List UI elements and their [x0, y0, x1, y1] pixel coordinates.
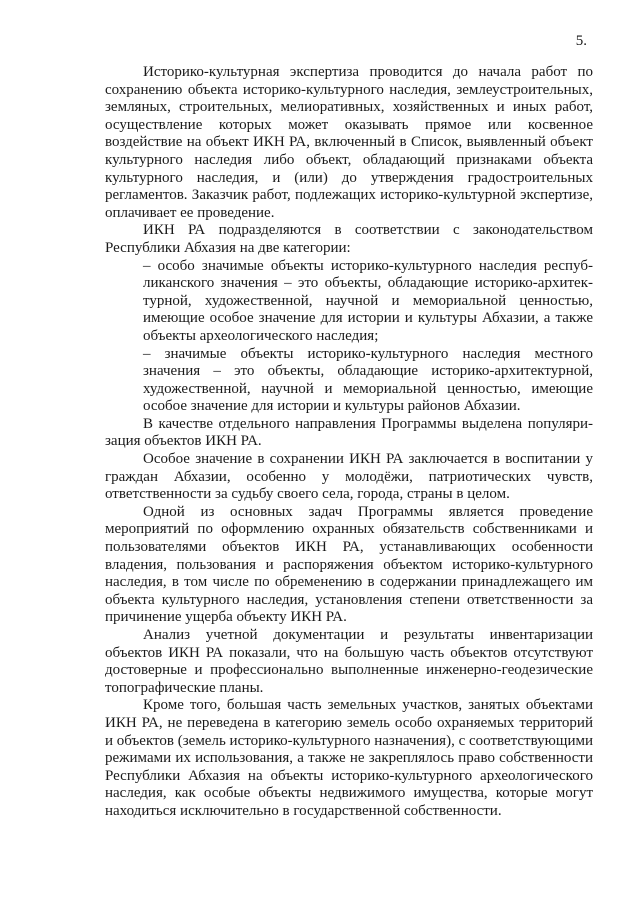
list-item-republican-significance: – особо значимые объекты историко-культурного наследия республиканского значения – это объекты, обладающие историко-архитектурной, художественной, научной и мемориальной ценностью, имеющие особое значение для истории и культуры Абхазии, а также объекты археологического наследия;: [143, 257, 593, 344]
list-item-local-significance: – значимые объекты историко-культурного наследия местного значения – это объекты, обладающие историко-архитектурной, художественной, научной и мемориальной ценностью, имеющие особое значение для истории и культуры районов Абхазии.: [143, 345, 593, 415]
paragraph-protection-obligations: Одной из основных задач Программы является проведение мероприятий по оформлению охранных обязательств собственниками и пользователями объектов ИКН РА, устанавливающих особенности владения, пользования и распоряжения объектом историко-культурного наследия, в том числе по обременению в содержании принадлежащего им объекта культурного наследия, установления степени ответственности за причинение ущерба объекту ИКН РА.: [105, 503, 593, 626]
paragraph-expertise: Историко-культурная экспертиза проводится до начала работ по сохранению объекта историко-культурного наследия, землеустроительных, земляных, строительных, мелиоративных, хозяйственных и иных работ, осуществление которых может оказывать прямое или косвенное воздействие на объект ИКН РА, включенный в Список, выявленный объект культурного наследия либо объект, обладающий признаками объекта культурного наследия, и (или) до утверждения градостроительных регламентов. Заказчик работ, подлежащих историко-культурной экспертизе, оплачивает ее проведение.: [105, 64, 593, 221]
paragraph-land-status: Кроме того, большая часть земельных участков, занятых объектами ИКН РА, не переведена в категорию земель особо охраняемых территорий и объектов (земель историко-культурного назначения), с соответствующими режимами их использования, а также не закреплялось право собственности Республики Абхазия на объекты историко-культурного археологического наследия, как особые объекты недвижимого имущества, которые могут находиться исключительно в государственной собственности.: [105, 697, 593, 819]
paragraph-documentation-analysis: Анализ учетной документации и результаты инвентаризации объектов ИКН РА показали, что на большую часть объектов отсутствуют достоверные и профессионально выполненные инженерно-геодезические топографические планы.: [105, 627, 593, 696]
paragraph-categories-intro: ИКН РА подразделяются в соответствии с законодательством Республики Абхазия на две категории:: [105, 222, 593, 256]
paragraph-education: Особое значение в сохранении ИКН РА заключается в воспитании у граждан Абхазии, особенно у молодёжи, патриотических чувств, ответственности за судьбу своего села, города, страны в целом.: [105, 451, 593, 503]
paragraph-popularization: В качестве отдельного направления Программы выделена популяризация объектов ИКН РА.: [105, 415, 593, 450]
page-number: 5.: [575, 33, 587, 49]
document-body: [105, 64, 593, 821]
